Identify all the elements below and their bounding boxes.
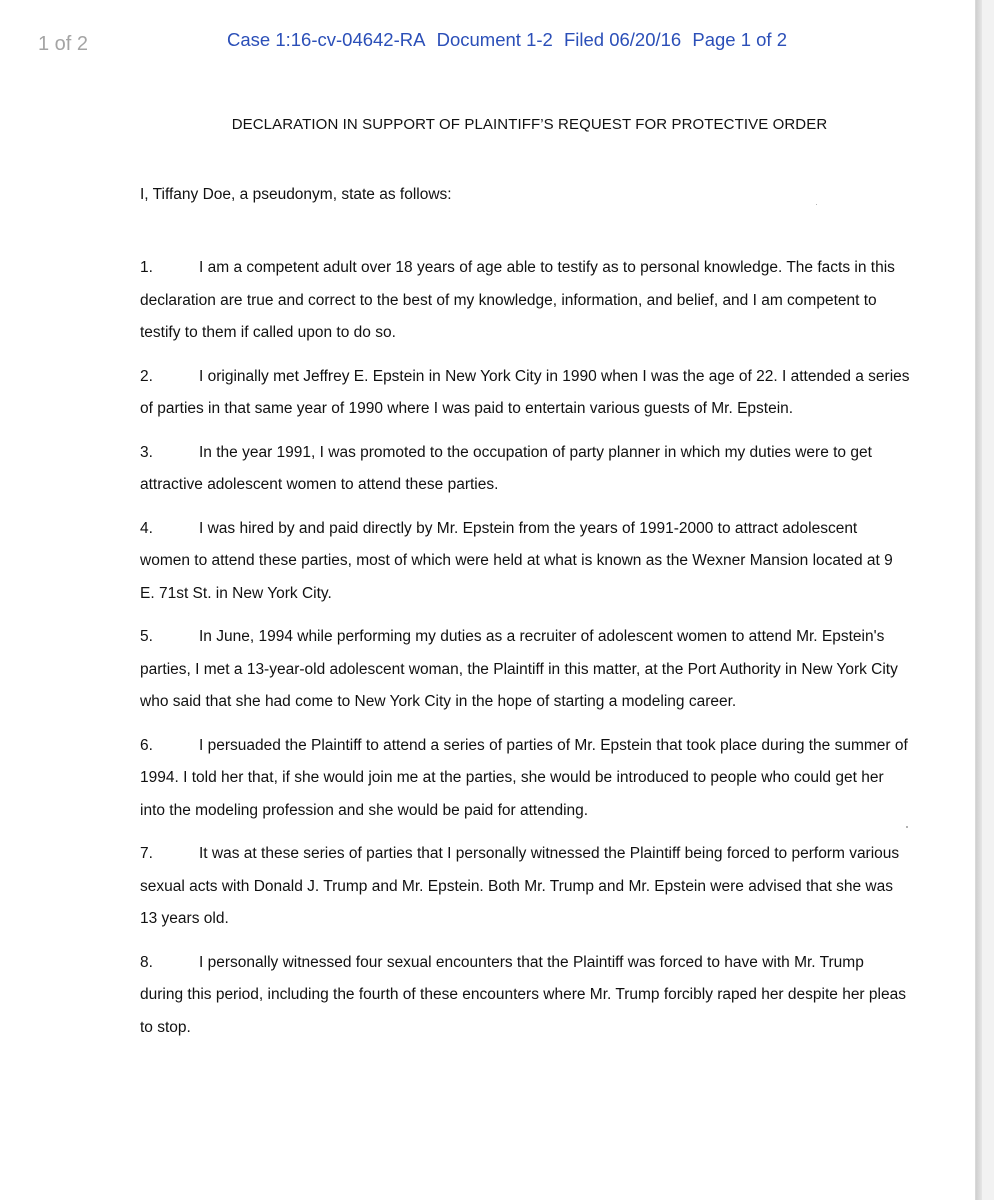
paragraph-text: I personally witnessed four sexual encounters that the Plaintiff was forced to have with Mr. Trump during this period, including the fourth of these encounters where Mr. Trump forcibly raped her despite her pleas to stop. bbox=[140, 953, 906, 1036]
scan-speck bbox=[906, 826, 908, 828]
paragraph-text: It was at these series of parties that I personally witnessed the Plaintiff being forced to perform various sexual acts with Donald J. Trump and Mr. Epstein. Both Mr. Trump and Mr. Epstein were advised that she was 13 years old. bbox=[140, 845, 900, 927]
header-case-number: Case 1:16-cv-04642-RA bbox=[227, 29, 426, 50]
paragraph-text: I originally met Jeffrey E. Epstein in New York City in 1990 when I was the age of 22. I attended a series of parties in that same year of 1990 where I was paid to entertain various guests of Mr. Epstein. bbox=[140, 367, 910, 417]
paragraph-text: I persuaded the Plaintiff to attend a series of parties of Mr. Epstein that took place during the summer of 1994. I told her that, if she would join me at the parties, she would be introduced to people who could get her into the modeling profession and she would be paid for attending. bbox=[140, 736, 908, 819]
paragraph-text: I am a competent adult over 18 years of age able to testify as to personal knowledge. The facts in this declaration are true and correct to the best of my knowledge, information, and belief, and I am competent to testify to them if called upon to do so. bbox=[140, 259, 895, 341]
paragraph-number: 6. bbox=[140, 736, 153, 754]
declaration-paragraph bbox=[140, 437, 910, 502]
page-edge bbox=[976, 0, 982, 1200]
ecf-header bbox=[0, 29, 976, 51]
header-document-number: Document 1-2 bbox=[436, 29, 553, 50]
declaration-paragraph bbox=[140, 621, 910, 719]
page-indicator: 1 of 2 bbox=[38, 33, 89, 55]
scan-speck bbox=[816, 204, 817, 205]
paragraph-number: 5. bbox=[140, 628, 153, 645]
declaration-intro: I, Tiffany Doe, a pseudonym, state as follows: bbox=[140, 186, 452, 203]
document-title: DECLARATION IN SUPPORT OF PLAINTIFF’S REQUEST FOR PROTECTIVE ORDER bbox=[231, 116, 828, 133]
paragraph-text: In the year 1991, I was promoted to the occupation of party planner in which my duties were to get attractive adolescent women to attend these parties. bbox=[140, 443, 872, 493]
paragraph-number: 4. bbox=[140, 519, 153, 537]
paragraph-number: 3. bbox=[140, 443, 153, 461]
declaration-paragraph bbox=[140, 730, 910, 828]
paragraph-number: 2. bbox=[140, 367, 153, 385]
declaration-paragraph bbox=[140, 838, 910, 936]
declaration-paragraphs bbox=[140, 252, 910, 1055]
declaration-paragraph bbox=[140, 361, 910, 426]
paragraph-text: I was hired by and paid directly by Mr. Epstein from the years of 1991-2000 to attract adolescent women to attend these parties, most of which were held at what is known as the Wexner Mansion located at 9 E. 71st St. in New York City. bbox=[140, 519, 893, 602]
paragraph-text: In June, 1994 while performing my duties as a recruiter of adolescent women to attend Mr. Epstein's parties, I met a 13-year-old adolescent woman, the Plaintiff in this matter, at the Port Authority in New York City who said that she had come to New York City in the hope of starting a modeling career. bbox=[140, 628, 898, 710]
header-page-count: Page 1 of 2 bbox=[692, 29, 787, 50]
declaration-paragraph bbox=[140, 513, 910, 611]
declaration-paragraph bbox=[140, 252, 910, 350]
paragraph-number: 7. bbox=[140, 845, 153, 862]
paragraph-number: 8. bbox=[140, 953, 153, 971]
header-filed-date: Filed 06/20/16 bbox=[563, 29, 682, 50]
declaration-paragraph bbox=[140, 947, 910, 1045]
paragraph-number: 1. bbox=[140, 259, 153, 276]
